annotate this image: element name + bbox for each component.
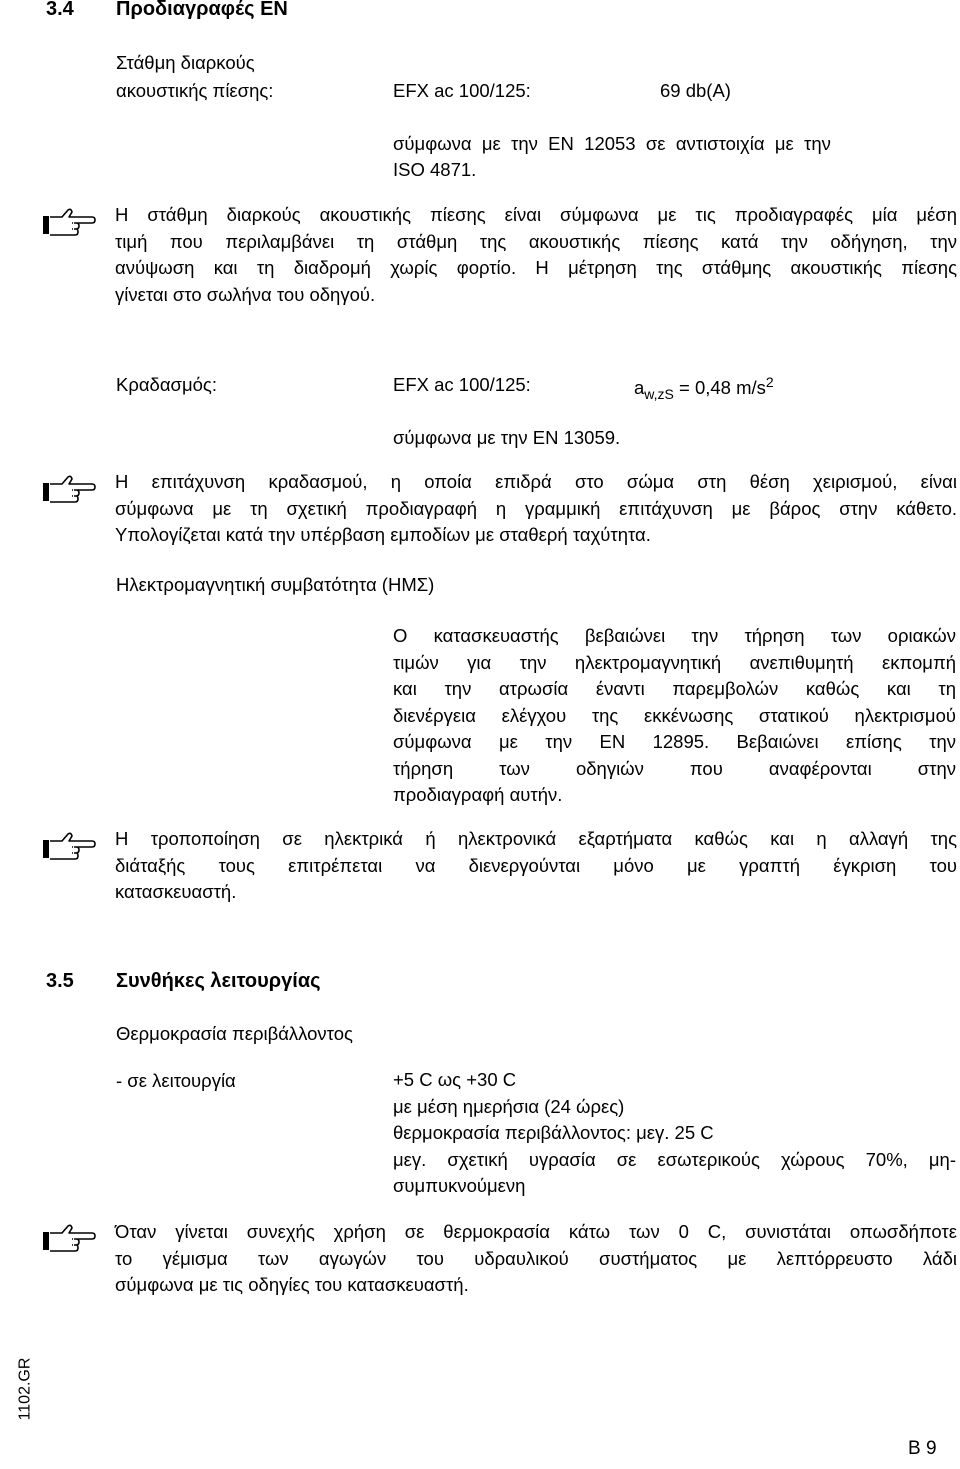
noise-standard-line1: σύμφωνα με την EN 12053 σε αντιστοιχία με την [393, 133, 831, 154]
vibration-subscript: w,zS [644, 385, 674, 402]
note-line: Όταν γίνεται συνεχής χρήση σε θερμοκρασία κάτω των 0 C, συνιστάται οπωσδήποτε [115, 1221, 957, 1242]
noise-label-line1: Στάθμη διαρκούς [116, 52, 255, 73]
note-low-temperature [115, 1219, 957, 1299]
emc-line: Ο κατασκευαστής βεβαιώνει την τήρηση των οριακών [393, 625, 956, 646]
note-line: Η επιτάχυνση κραδασμού, η οποία επιδρά στο σώμα στη θέση χειρισμού, είναι [115, 471, 957, 492]
pointing-hand-icon [42, 829, 96, 863]
note-line: τιμή που περιλαμβάνει τη στάθμη της ακουστικής πίεσης κατά την οδήγηση, την [115, 230, 957, 252]
section-number: 3.5 [46, 970, 74, 992]
note-line: ανύψωση και τη διαδρομή χωρίς φορτίο. Η μέτρηση της στάθμης ακουστικής πίεσης [115, 257, 957, 278]
note-line: σύμφωνα με τη σχετική προδιαγραφή η γραμμική επιτάχυνση με βάρος στην κάθετο. [115, 497, 957, 519]
note-line: γίνεται στο σωλήνα του οδηγού. [115, 283, 376, 305]
pointing-hand-icon [42, 472, 96, 506]
page-number: B 9 [908, 1438, 937, 1459]
ambient-spec [393, 1067, 956, 1200]
pointing-hand-icon [42, 205, 96, 239]
ambient-line: θερμοκρασία περιβάλλοντος: μεγ. 25 C [393, 1122, 714, 1143]
vibration-label: Κραδασμός: [116, 374, 217, 395]
pointing-hand-icon [42, 1221, 96, 1255]
noise-standard-line2: ISO 4871. [393, 159, 477, 180]
section-title: Προδιαγραφές ΕΝ [116, 0, 288, 20]
vibration-number: = 0,48 m/s [679, 377, 766, 399]
emc-text [393, 623, 956, 809]
note-line: διάταξής τους επιτρέπεται να διενεργούνται μόνο με γραπτή έγκριση του [115, 854, 957, 876]
ambient-label: Θερμοκρασία περιβάλλοντος [116, 1023, 353, 1044]
section-title: Συνθήκες λειτουργίας [116, 970, 321, 992]
noise-model: EFX ac 100/125: [393, 80, 531, 101]
emc-line: τήρηση των οδηγιών που αναφέρονται στην [393, 757, 956, 779]
ambient-line: μεγ. σχετική υγρασία σε εσωτερικούς χώρους 70%, μη- [393, 1148, 956, 1170]
emc-label: Ηλεκτρομαγνητική συμβατότητα (ΗΜΣ) [116, 574, 435, 595]
ambient-line: με μέση ημερήσια (24 ώρες) [393, 1095, 625, 1117]
emc-line: τιμών για την ηλεκτρομαγνητική ανεπιθυμητή εκπομπή [393, 651, 956, 673]
note-line: το γέμισμα των αγωγών του υδραυλικού συστήματος με λεπτόρρευστο λάδι [115, 1247, 957, 1269]
noise-label-line2: ακουστικής πίεσης: [116, 80, 274, 101]
vibration-model: EFX ac 100/125: [393, 374, 531, 395]
ambient-mode-label: - σε λειτουργία [116, 1070, 236, 1091]
vibration-value [634, 374, 774, 402]
note-noise-measurement [115, 202, 957, 308]
note-modification [115, 826, 957, 906]
emc-line: προδιαγραφή αυτήν. [393, 784, 563, 805]
note-line: Υπολογίζεται κατά την υπέρβαση εμποδίων με σταθερή ταχύτητα. [115, 524, 651, 545]
vibration-symbol: a [634, 377, 645, 399]
vibration-superscript: 2 [765, 374, 774, 390]
vibration-standard: σύμφωνα με την EN 13059. [393, 427, 621, 448]
note-line: Η στάθμη διαρκούς ακουστικής πίεσης είναι σύμφωνα με τις προδιαγραφές μία μέση [115, 204, 957, 225]
emc-line: σύμφωνα με την EN 12895. Βεβαιώνει επίσης την [393, 731, 956, 752]
emc-line: και την ατρωσία έναντι παρεμβολών καθώς και τη [393, 678, 956, 699]
emc-line: διενέργεια ελέγχου της εκκένωσης στατικού ηλεκτρισμού [393, 704, 956, 726]
note-line: κατασκευαστή. [115, 881, 237, 902]
ambient-line: συμπυκνούμενη [393, 1175, 526, 1196]
ambient-line: +5 C ως +30 C [393, 1069, 517, 1090]
note-line: σύμφωνα με τις οδηγίες του κατασκευαστή. [115, 1274, 469, 1295]
document-id: 1102.GR [16, 1357, 34, 1421]
section-number: 3.4 [46, 0, 74, 20]
noise-value: 69 db(A) [660, 80, 731, 101]
note-vibration [115, 469, 957, 549]
note-line: Η τροποποίηση σε ηλεκτρικά ή ηλεκτρονικά εξαρτήματα καθώς και η αλλαγή της [115, 828, 957, 849]
